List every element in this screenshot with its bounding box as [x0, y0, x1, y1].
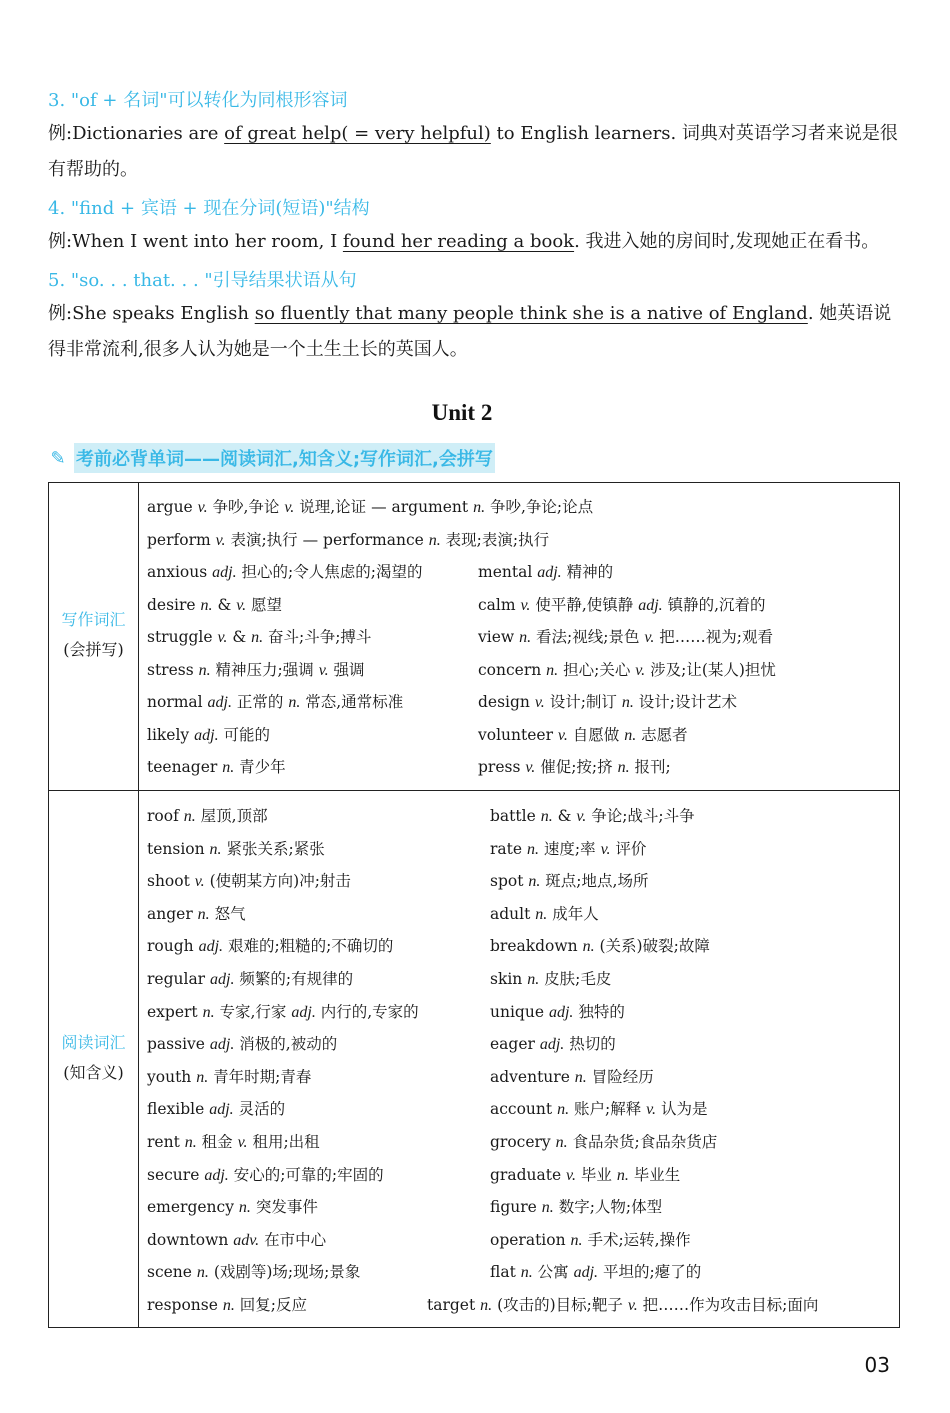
writing-entry: normal adj. 正常的 n. 常态,通常标准 — [147, 693, 404, 711]
writing-entry: mental adj. 精神的 — [478, 563, 614, 581]
reading-entry: flexible adj. 灵活的 — [147, 1100, 286, 1119]
reading-entry: expert n. 专家,行家 adj. 内行的,专家的 — [147, 1002, 419, 1021]
pencil-icon: ✎ — [50, 447, 66, 469]
reading-entry: anger n. 怒气 — [147, 904, 246, 923]
unit-title: Unit 2 — [431, 400, 493, 425]
reading-entry: shoot v. (使朝某方向)冲;射击 — [147, 872, 351, 891]
rule-4-underlined-phrase: found her reading a book — [342, 231, 575, 252]
writing-entry: teenager n. 青少年 — [147, 758, 286, 776]
writing-entry: perform v. 表演;执行 — performance n. 表现;表演;执行 — [147, 530, 550, 549]
reading-entry: unique adj. 独特的 — [490, 1002, 625, 1021]
reading-entry: battle n. & v. 争论;战斗;斗争 — [490, 807, 695, 825]
reading-entry: flat n. 公寓 adj. 平坦的;瘪了的 — [490, 1263, 702, 1282]
writing-entry: design v. 设计;制订 n. 设计;设计艺术 — [478, 693, 737, 711]
rule-3-heading: 3. "of + 名词"可以转化为同根形容词 — [48, 90, 348, 111]
banner-text: 考前必背单词——阅读词汇,知含义;写作词汇,会拼写 — [74, 443, 495, 473]
reading-entry: grocery n. 食品杂货;食品杂货店 — [490, 1133, 718, 1151]
writing-entry: calm v. 使平静,使镇静 adj. 镇静的,沉着的 — [478, 595, 766, 614]
reading-entry: response n. 回复;反应 — [147, 1296, 307, 1314]
rule-3-example: 例:Dictionaries are of great help( = very helpful) to English learners. 词典对英语学习者来说是很有帮助的。 — [48, 123, 898, 180]
writing-vocab-label: 写作词汇 (会拼写) — [61, 610, 126, 659]
page-number: 03 — [864, 1353, 890, 1377]
writing-entry: volunteer v. 自愿做 n. 志愿者 — [478, 725, 688, 744]
reading-entry: figure n. 数字;人物;体型 — [490, 1198, 663, 1217]
rule-5-example: 例:She speaks English so fluently that many people think she is a native of England. 她英语说得非常流利,很多人认为她是一个土生土长的英国人。 — [48, 303, 892, 360]
writing-entry: likely adj. 可能的 — [147, 725, 271, 744]
writing-entry: stress n. 精神压力;强调 v. 强调 — [147, 660, 365, 679]
reading-entry: graduate v. 毕业 n. 毕业生 — [490, 1165, 681, 1184]
reading-entry: tension n. 紧张关系;紧张 — [147, 839, 325, 858]
reading-entry: roof n. 屋顶,顶部 — [147, 807, 268, 825]
rule-5-underlined-phrase: so fluently that many people think she is a native of England — [254, 303, 808, 324]
reading-entry: rough adj. 艰难的;粗糙的;不确切的 — [147, 937, 394, 956]
reading-entry: regular adj. 频繁的;有规律的 — [147, 970, 354, 988]
reading-entry: account n. 账户;解释 v. 认为是 — [490, 1100, 708, 1119]
writing-entry: desire n. & v. 愿望 — [147, 595, 283, 614]
reading-entry: youth n. 青年时期;青春 — [147, 1067, 312, 1086]
rule-5-heading: 5. "so. . . that. . . "引导结果状语从句 — [48, 270, 357, 291]
reading-entry: breakdown n. (关系)破裂;故障 — [490, 937, 710, 956]
rule-3-underlined-phrase: of great help( = very helpful) — [224, 123, 491, 144]
reading-entry: downtown adv. 在市中心 — [147, 1230, 327, 1249]
writing-entry: anxious adj. 担心的;令人焦虑的;渴望的 — [147, 563, 423, 581]
vocab-table — [48, 482, 900, 1328]
column-divider — [138, 483, 139, 1327]
reading-entry: rent n. 租金 v. 租用;出租 — [147, 1133, 320, 1151]
rule-4-heading: 4. "find + 宾语 + 现在分词(短语)"结构 — [48, 198, 370, 219]
reading-entry: skin n. 皮肤;毛皮 — [490, 970, 612, 988]
writing-entry: view n. 看法;视线;景色 v. 把……视为;观看 — [478, 628, 773, 646]
reading-entry: emergency n. 突发事件 — [147, 1198, 318, 1217]
row-divider — [49, 790, 899, 791]
vocab-banner — [48, 443, 495, 473]
writing-entry: press v. 催促;按;挤 n. 报刊; — [478, 758, 671, 776]
writing-entry: concern n. 担心;关心 v. 涉及;让(某人)担忧 — [478, 660, 776, 679]
reading-entry: rate n. 速度;率 v. 评价 — [490, 839, 647, 858]
reading-entry: secure adj. 安心的;可靠的;牢固的 — [147, 1165, 384, 1184]
reading-entry: adult n. 成年人 — [490, 904, 599, 923]
reading-entry: passive adj. 消极的,被动的 — [147, 1035, 338, 1054]
reading-entry: operation n. 手术;运转,操作 — [490, 1230, 691, 1249]
reading-entry: target n. (攻击的)目标;靶子 v. 把……作为攻击目标;面向 — [427, 1296, 819, 1314]
reading-entry: eager adj. 热切的 — [490, 1035, 616, 1054]
reading-entry: adventure n. 冒险经历 — [490, 1067, 654, 1086]
rule-4-example: 例:When I went into her room, I found her reading a book. 我进入她的房间时,发现她正在看书。 — [48, 231, 880, 252]
writing-entry: argue v. 争吵,争论 v. 说理,论证 — argument n. 争吵,争论;论点 — [147, 498, 594, 516]
reading-entry: spot n. 斑点;地点,场所 — [490, 872, 649, 891]
reading-vocab-label: 阅读词汇 (知含义) — [61, 1033, 126, 1082]
reading-entry: scene n. (戏剧等)场;现场;景象 — [147, 1263, 361, 1282]
writing-entry: struggle v. & n. 奋斗;斗争;搏斗 — [147, 628, 372, 646]
